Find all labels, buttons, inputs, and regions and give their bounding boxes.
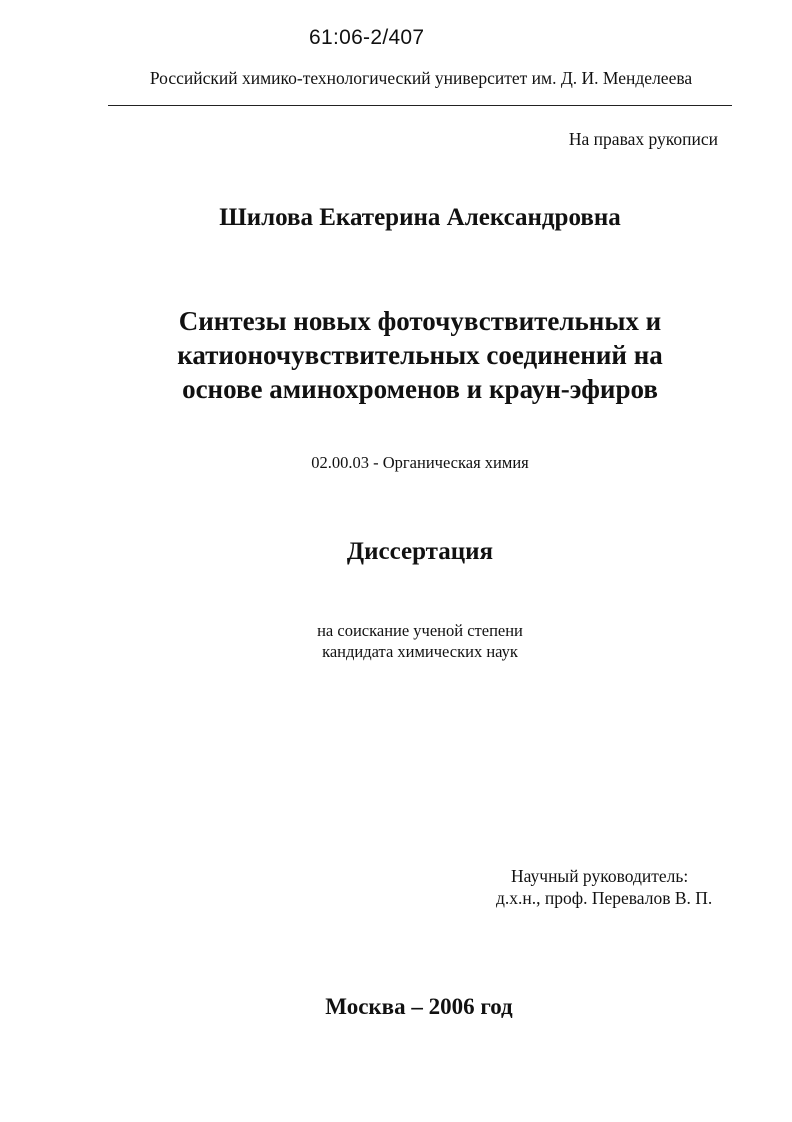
header-divider (108, 105, 732, 106)
manuscript-note: На правах рукописи (568, 129, 718, 149)
thesis-title (0, 304, 792, 406)
supervisor-name: д.х.н., проф. Перевалов В. П. (496, 888, 713, 908)
document-type: Диссертация (346, 538, 494, 565)
archive-code: 61:06-2/407 (309, 26, 425, 49)
city-year: Москва – 2006 год (325, 994, 513, 1019)
degree-line: кандидата химических наук (322, 642, 518, 661)
thesis-title-line: Синтезы новых фоточувствительных и (178, 306, 662, 336)
thesis-title-line: катионочувствительных соединений на (177, 340, 663, 370)
degree-statement (0, 620, 792, 662)
thesis-title-line: основе аминохроменов и краун-эфиров (182, 374, 658, 404)
specialty-code: 02.00.03 - Органическая химия (311, 453, 529, 472)
supervisor-label: Научный руководитель: (511, 866, 689, 886)
author-name: Шилова Екатерина Александровна (219, 204, 621, 231)
university-name: Российский химико-технологический университет им. Д. И. Менделеева (149, 68, 693, 88)
degree-line: на соискание ученой степени (317, 621, 523, 640)
